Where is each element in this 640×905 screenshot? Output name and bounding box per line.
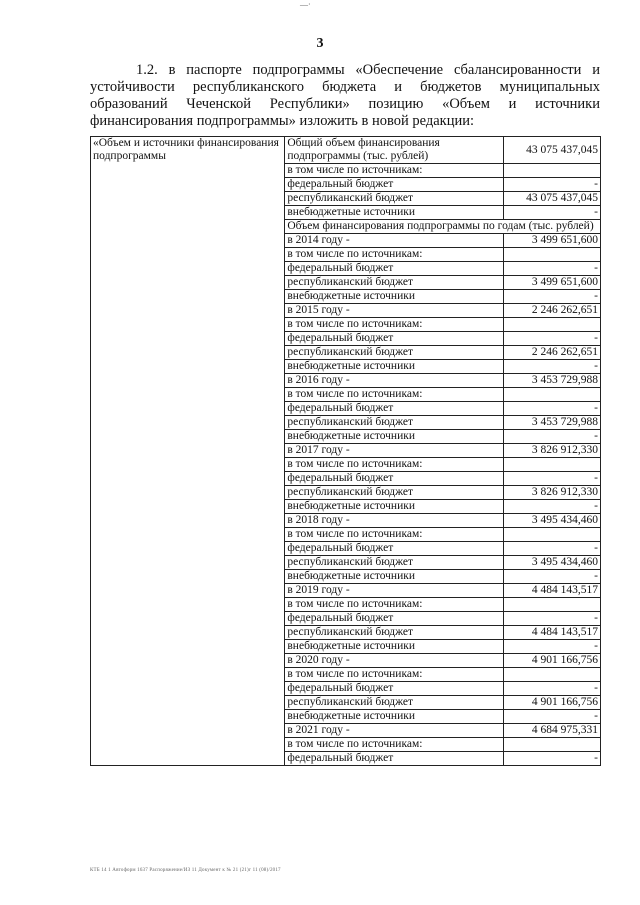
republic-label: республиканский бюджет — [287, 346, 414, 358]
extra-value: - — [594, 430, 598, 442]
label-cell — [285, 640, 503, 654]
label-cell — [285, 402, 503, 416]
federal-value: - — [594, 542, 598, 554]
extra-label: внебюджетные источники — [287, 290, 415, 302]
label-cell — [285, 346, 503, 360]
value-cell — [503, 402, 600, 416]
value-cell — [503, 752, 600, 766]
year-label: в 2019 году - — [287, 584, 350, 596]
value-cell — [503, 584, 600, 598]
label-cell — [285, 514, 503, 528]
value-cell — [503, 416, 600, 430]
year-value: 2 246 262,651 — [531, 304, 598, 316]
label-cell — [285, 192, 503, 206]
republic-label: республиканский бюджет — [287, 416, 414, 428]
extra-label: внебюджетные источники — [287, 360, 415, 372]
value-cell — [503, 178, 600, 192]
value-cell — [503, 234, 600, 248]
value-cell — [503, 500, 600, 514]
federal-value: - — [594, 682, 598, 694]
year-value: 3 499 651,600 — [531, 234, 598, 246]
total-label-cell — [285, 137, 503, 164]
label-cell — [285, 304, 503, 318]
republic-value: 3 495 434,460 — [531, 556, 598, 568]
year-label: в 2020 году - — [287, 654, 350, 666]
label-cell — [285, 458, 503, 472]
value-cell — [503, 346, 600, 360]
federal-value: - — [594, 472, 598, 484]
year-label: в 2014 году - — [287, 234, 350, 246]
total-label: Общий объем финансирования подпрограммы (тыс. рублей) — [287, 137, 440, 162]
value-cell — [503, 486, 600, 500]
financing-table-body — [91, 137, 601, 766]
federal-value: - — [594, 612, 598, 624]
label-cell — [285, 472, 503, 486]
federal-label: федеральный бюджет — [287, 262, 394, 274]
value-cell — [503, 304, 600, 318]
value-cell — [503, 724, 600, 738]
label-cell — [285, 374, 503, 388]
year-value: 4 901 166,756 — [531, 654, 598, 666]
label-cell — [285, 332, 503, 346]
label-cell — [285, 360, 503, 374]
label-cell — [285, 584, 503, 598]
federal-label: федеральный бюджет — [287, 332, 394, 344]
label-cell — [285, 290, 503, 304]
value-cell — [503, 360, 600, 374]
republic-value: 3 499 651,600 — [531, 276, 598, 288]
federal-label: федеральный бюджет — [287, 612, 394, 624]
financing-table — [90, 136, 601, 766]
republic-label: республиканский бюджет — [287, 486, 414, 498]
incl-label: в том числе по источникам: — [287, 164, 423, 176]
label-cell — [285, 206, 503, 220]
extra-label: внебюджетные источники — [287, 430, 415, 442]
incl-label: в том числе по источникам: — [287, 318, 423, 330]
label-cell — [285, 598, 503, 612]
value-cell — [503, 374, 600, 388]
total-value-cell — [503, 137, 600, 164]
label-cell — [285, 668, 503, 682]
label-cell — [285, 556, 503, 570]
label-cell — [285, 318, 503, 332]
value-cell — [503, 668, 600, 682]
federal-label: федеральный бюджет — [287, 472, 394, 484]
value-cell — [503, 528, 600, 542]
federal-label: федеральный бюджет — [287, 542, 394, 554]
intro-paragraph: 1.2. в паспорте подпрограммы «Обеспечение сбалансированности и устойчивости республиканского бюджета и бюджетов муниципальных образований Чеченской Республики» позицию «Объем и источники финансирования подпрограммы» изложить в новой редакции: — [90, 62, 600, 129]
value-cell — [503, 276, 600, 290]
republic-label: республиканский бюджет — [287, 192, 414, 204]
value-cell — [503, 164, 600, 178]
label-cell — [285, 500, 503, 514]
footer-note: КТБ 14 1 Автоформ 1637 Распоряжение/ИЗ 11 Документ к № 21 (21)г 11 (08)/2017 — [90, 868, 281, 873]
year-value: 3 826 912,330 — [531, 444, 598, 456]
extra-value: - — [594, 570, 598, 582]
incl-label: в том числе по источникам: — [287, 528, 423, 540]
value-cell — [503, 388, 600, 402]
value-cell — [503, 598, 600, 612]
value-cell — [503, 248, 600, 262]
republic-value: 3 453 729,988 — [531, 416, 598, 428]
incl-label: в том числе по источникам: — [287, 738, 423, 750]
year-value: 3 453 729,988 — [531, 374, 598, 386]
year-value: 4 684 975,331 — [531, 724, 598, 736]
label-cell — [285, 416, 503, 430]
label-cell — [285, 738, 503, 752]
value-cell — [503, 556, 600, 570]
republic-value: 3 826 912,330 — [531, 486, 598, 498]
republic-value: 2 246 262,651 — [531, 346, 598, 358]
label-cell — [285, 486, 503, 500]
value-cell — [503, 444, 600, 458]
table-row — [91, 137, 601, 164]
label-cell — [285, 570, 503, 584]
republic-value: 4 901 166,756 — [531, 696, 598, 708]
federal-value: - — [594, 402, 598, 414]
value-cell — [503, 332, 600, 346]
extra-value: - — [594, 206, 598, 218]
federal-label: федеральный бюджет — [287, 752, 394, 764]
republic-label: республиканский бюджет — [287, 556, 414, 568]
label-cell — [285, 724, 503, 738]
federal-value: - — [594, 178, 598, 190]
label-cell — [285, 430, 503, 444]
value-cell — [503, 738, 600, 752]
extra-value: - — [594, 360, 598, 372]
label-cell — [285, 710, 503, 724]
by-years-header-cell — [285, 220, 601, 234]
extra-label: внебюджетные источники — [287, 500, 415, 512]
value-cell — [503, 570, 600, 584]
label-cell — [285, 612, 503, 626]
incl-label: в том числе по источникам: — [287, 458, 423, 470]
value-cell — [503, 640, 600, 654]
label-cell — [285, 528, 503, 542]
value-cell — [503, 290, 600, 304]
label-cell — [285, 626, 503, 640]
label-cell — [285, 234, 503, 248]
year-label: в 2017 году - — [287, 444, 350, 456]
value-cell — [503, 430, 600, 444]
position-title-cell — [91, 137, 285, 766]
federal-value: - — [594, 262, 598, 274]
incl-label: в том числе по источникам: — [287, 388, 423, 400]
label-cell — [285, 696, 503, 710]
republic-value: 4 484 143,517 — [531, 626, 598, 638]
value-cell — [503, 262, 600, 276]
label-cell — [285, 262, 503, 276]
incl-label: в том числе по источникам: — [287, 598, 423, 610]
extra-value: - — [594, 640, 598, 652]
value-cell — [503, 542, 600, 556]
value-cell — [503, 626, 600, 640]
extra-label: внебюджетные источники — [287, 570, 415, 582]
label-cell — [285, 654, 503, 668]
federal-label: федеральный бюджет — [287, 402, 394, 414]
federal-label: федеральный бюджет — [287, 682, 394, 694]
label-cell — [285, 682, 503, 696]
label-cell — [285, 248, 503, 262]
republic-label: республиканский бюджет — [287, 696, 414, 708]
value-cell — [503, 696, 600, 710]
value-cell — [503, 612, 600, 626]
federal-value: - — [594, 332, 598, 344]
value-cell — [503, 472, 600, 486]
year-value: 4 484 143,517 — [531, 584, 598, 596]
label-cell — [285, 752, 503, 766]
label-cell — [285, 164, 503, 178]
position-title: «Объем и источники финансирования подпрограммы — [93, 137, 279, 162]
by-years-header: Объем финансирования подпрограммы по годам (тыс. рублей) — [287, 220, 594, 232]
value-cell — [503, 682, 600, 696]
republic-label: республиканский бюджет — [287, 276, 414, 288]
year-label: в 2018 году - — [287, 514, 350, 526]
year-label: в 2021 году - — [287, 724, 350, 736]
extra-label: внебюджетные источники — [287, 640, 415, 652]
value-cell — [503, 458, 600, 472]
value-cell — [503, 654, 600, 668]
republic-value: 43 075 437,045 — [526, 192, 598, 204]
label-cell — [285, 388, 503, 402]
value-cell — [503, 192, 600, 206]
year-label: в 2015 году - — [287, 304, 350, 316]
value-cell — [503, 710, 600, 724]
label-cell — [285, 542, 503, 556]
year-label: в 2016 году - — [287, 374, 350, 386]
top-mark: ‒‒· — [300, 0, 311, 9]
year-value: 3 495 434,460 — [531, 514, 598, 526]
federal-value: - — [594, 752, 598, 764]
incl-label: в том числе по источникам: — [287, 248, 423, 260]
page-number: 3 — [316, 36, 324, 51]
value-cell — [503, 514, 600, 528]
value-cell — [503, 318, 600, 332]
republic-label: республиканский бюджет — [287, 626, 414, 638]
total-value: 43 075 437,045 — [526, 143, 598, 156]
incl-label: в том числе по источникам: — [287, 668, 423, 680]
label-cell — [285, 178, 503, 192]
extra-value: - — [594, 290, 598, 302]
extra-value: - — [594, 710, 598, 722]
extra-label: внебюджетные источники — [287, 710, 415, 722]
extra-value: - — [594, 500, 598, 512]
value-cell — [503, 206, 600, 220]
extra-label: внебюджетные источники — [287, 206, 415, 218]
federal-label: федеральный бюджет — [287, 178, 394, 190]
label-cell — [285, 276, 503, 290]
label-cell — [285, 444, 503, 458]
